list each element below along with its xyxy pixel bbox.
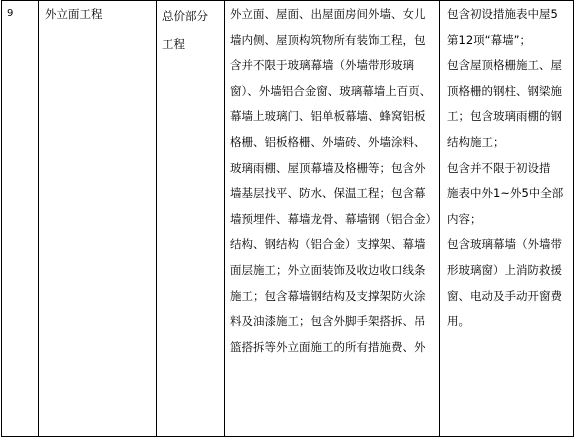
- work-scope-line: 幕墙上玻璃门、铝单板幕墙、蜂窝铝板: [230, 109, 426, 124]
- work-scope-line: 外立面、屋面、出屋面房间外墙、女儿: [230, 7, 426, 21]
- note-line: 用。: [447, 314, 470, 329]
- work-scope-line: 结构、钢结构（铝合金）支撑架、幕墙: [230, 237, 426, 252]
- note-line: 顶格栅的钢柱、钢梁施: [447, 83, 562, 98]
- note-line: 包含屋顶格栅施工、屋: [447, 58, 562, 73]
- row-index-cell: [2, 1, 39, 437]
- work-scope-line: 墙内侧、屋顶构筑物所有装饰工程，包: [230, 32, 426, 47]
- note-line: 形玻璃窗）上消防救援: [447, 262, 562, 277]
- note-line: 内容；: [447, 211, 482, 226]
- note-line: 施表中外1~外5中全部: [447, 186, 564, 201]
- work-scope-cell: [225, 1, 440, 437]
- note-line: 结构施工；: [447, 134, 505, 149]
- note-line: 窗、电动及手动开窗费: [447, 288, 562, 303]
- notes-cell: [440, 1, 574, 437]
- item-name-cell: [39, 1, 157, 437]
- work-scope-line: 面层施工；外立面装饰及收边收口线条: [230, 262, 426, 277]
- item-name: 外立面工程: [45, 7, 103, 21]
- work-scope-line: 墙基层找平、防水、保温工程；包含幕: [230, 186, 426, 201]
- pricing-type-cell: [157, 1, 225, 437]
- work-scope-line: 施工；包含幕墙钢结构及支撑架防火涂: [230, 288, 426, 303]
- work-scope-line: 含并不限于玻璃幕墙（外墙带形玻璃: [230, 58, 414, 73]
- note-line: 第12项“幕墙”；: [447, 32, 532, 47]
- note-line: 工；包含玻璃雨棚的钢: [447, 109, 562, 124]
- scope-table: [1, 0, 574, 437]
- work-scope-line: 格栅、铝板格栅、外墙砖、外墙涂料、: [230, 134, 426, 149]
- table-row: [2, 1, 574, 437]
- note-line: 包含初设措施表中屋5: [447, 7, 558, 21]
- pricing-type-line: 总价部分: [162, 9, 208, 23]
- note-line: 包含并不限于初设措: [447, 160, 551, 175]
- work-scope-line: 玻璃雨棚、屋顶幕墙及格栅等；包含外: [230, 160, 426, 175]
- note-line: 包含玻璃幕墙（外墙带: [447, 237, 562, 252]
- work-scope-line: 篮搭拆等外立面施工的所有措施费、外: [230, 339, 426, 354]
- row-index: 9: [7, 8, 14, 19]
- work-scope-line: 窗）、外墙铝合金窗、玻璃幕墙上百页、: [230, 83, 432, 98]
- work-scope-line: 墙预埋件、幕墙龙骨、幕墙钢（铝合金）: [230, 211, 437, 226]
- pricing-type-line: 工程: [162, 37, 185, 51]
- work-scope-line: 料及油漆施工；包含外脚手架搭拆、吊: [230, 314, 426, 329]
